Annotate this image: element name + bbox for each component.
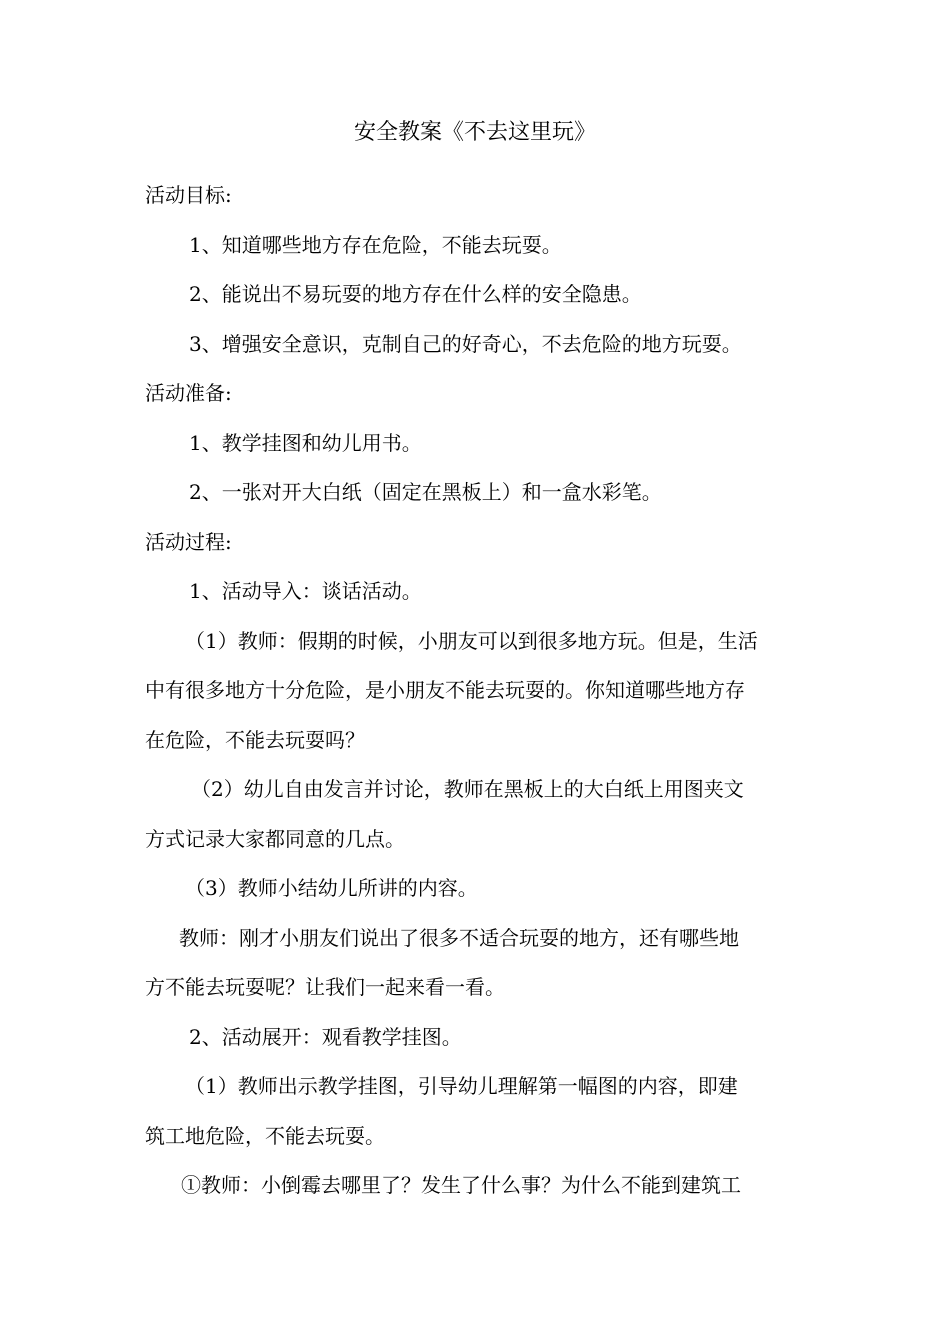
paragraph-line: 在危险，不能去玩耍吗？: [145, 727, 365, 752]
paragraph-line: （2）幼儿自由发言并讨论，教师在黑板上的大白纸上用图夹文: [191, 777, 744, 801]
paragraph-line: （1）教师出示教学挂图，引导幼儿理解第一幅图的内容，即建: [185, 1074, 738, 1098]
paragraph-line: 2、活动展开：观看教学挂图。: [189, 1024, 462, 1049]
paragraph-line: ①教师：小倒霉去哪里了？发生了什么事？为什么不能到建筑工: [181, 1173, 741, 1197]
paragraph-line: 2、一张对开大白纸（固定在黑板上）和一盒水彩笔。: [189, 480, 662, 504]
paragraph-line: 方不能去玩耍呢？让我们一起来看一看。: [145, 975, 505, 999]
paragraph-line: （3）教师小结幼儿所讲的内容。: [185, 876, 478, 900]
paragraph-line: 1、知道哪些地方存在危险，不能去玩耍。: [189, 232, 562, 257]
paragraph-line: 1、教学挂图和幼儿用书。: [189, 430, 422, 455]
document-body: [145, 171, 810, 1211]
paragraph-line: 2、能说出不易玩耍的地方存在什么样的安全隐患。: [189, 282, 642, 306]
paragraph-line: 中有很多地方十分危险，是小朋友不能去玩耍的。你知道哪些地方存: [145, 678, 745, 702]
paragraph-line: （1）教师：假期的时候，小朋友可以到很多地方玩。但是，生活: [185, 628, 758, 653]
paragraph-line: 3、增强安全意识，克制自己的好奇心，不去危险的地方玩耍。: [189, 331, 742, 356]
section-heading-preparation: 活动准备:: [145, 381, 232, 405]
document-title: 安全教案《不去这里玩》: [353, 120, 596, 145]
paragraph-line: 方式记录大家都同意的几点。: [145, 826, 405, 851]
section-heading-objectives: 活动目标:: [145, 183, 232, 207]
paragraph-line: 教师：刚才小朋友们说出了很多不适合玩耍的地方，还有哪些地: [179, 925, 739, 950]
section-heading-process: 活动过程:: [145, 529, 232, 554]
paragraph-line: 1、活动导入：谈话活动。: [189, 579, 422, 603]
paragraph-line: 筑工地危险，不能去玩耍。: [145, 1123, 385, 1148]
